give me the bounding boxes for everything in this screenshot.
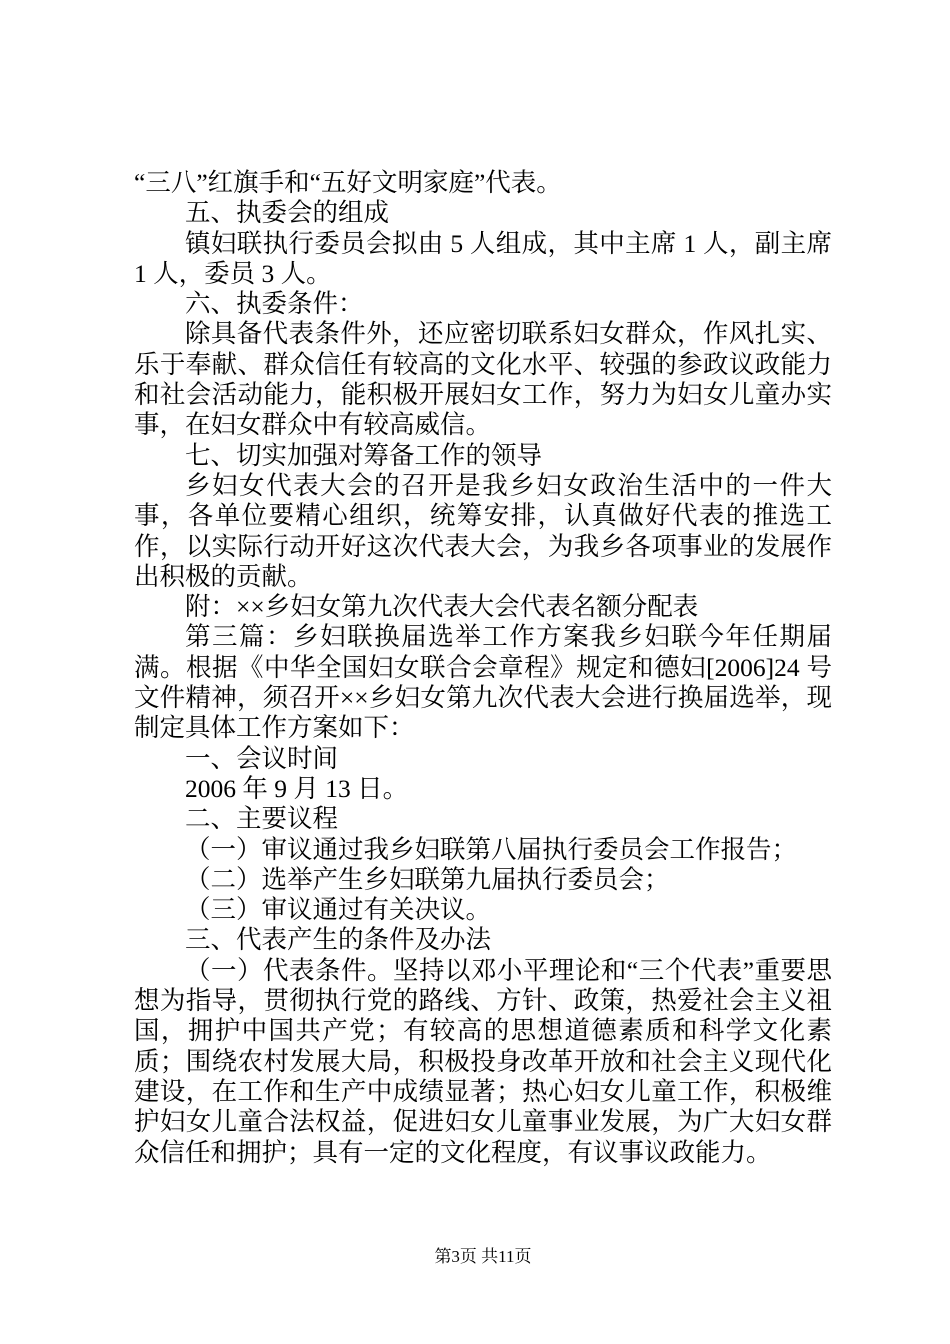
paragraph-date: 2006 年 9 月 13 日。 <box>185 773 409 803</box>
paragraph-agenda-item-2: （二）选举产生乡妇联第九届执行委员会； <box>185 864 670 894</box>
paragraph-section-3-intro: 第三篇：乡妇联换届选举工作方案我乡妇联今年任期届满。根据《中华全国妇女联合会章程》规定和德妇[2006]24 号文件精神，须召开××乡妇女第九次代表大会进行换届选举，现制定具体工作方案如下： <box>134 622 832 743</box>
paragraph-body: 乡妇女代表大会的召开是我乡妇女政治生活中的一件大事，各单位要精心组织，统筹安排，认真做好代表的推选工作，以实际行动开好这次代表大会，为我乡各项事业的发展作出积极的贡献。 <box>134 470 832 591</box>
paragraph-agenda-item-1: （一）审议通过我乡妇联第八届执行委员会工作报告； <box>185 834 798 864</box>
paragraph-body: 除具备代表条件外，还应密切联系妇女群众，作风扎实、乐于奉献、群众信任有较高的文化水平、较强的参政议政能力和社会活动能力，能积极开展妇女工作，努力为妇女儿童办实事，在妇女群众中有较高威信。 <box>134 319 832 440</box>
paragraph-heading-3: 三、代表产生的条件及办法 <box>185 925 492 955</box>
paragraph-heading-7: 七、切实加强对筹备工作的领导 <box>185 440 543 470</box>
paragraph-attachment-note: 附：××乡妇女第九次代表大会代表名额分配表 <box>185 592 699 622</box>
paragraph-heading-1: 一、会议时间 <box>185 743 339 773</box>
paragraph-heading-5: 五、执委会的组成 <box>185 198 390 228</box>
paragraph-heading-6: 六、执委条件： <box>185 289 364 319</box>
paragraph-continuation: “三八”红旗手和“五好文明家庭”代表。 <box>134 168 562 197</box>
page-footer <box>134 1246 832 1268</box>
paragraph-body: （一）代表条件。坚持以邓小平理论和“三个代表”重要思想为指导，贯彻执行党的路线、方针、政策，热爱社会主义祖国，拥护中国共产党；有较高的思想道德素质和科学文化素质；围绕农村发展大局，积极投身改革开放和社会主义现代化建设，在工作和生产中成绩显著；热心妇女儿童工作，积极维护妇女儿童合法权益，促进妇女儿童事业发展，为广大妇女群众信任和拥护；具有一定的文化程度，有议事议政能力。 <box>134 955 832 1167</box>
paragraph-body: 镇妇联执行委员会拟由 5 人组成，其中主席 1 人，副主席 1 人，委员 3 人。 <box>134 228 832 288</box>
page-number-text: 第3页 共11页 <box>434 1247 532 1266</box>
paragraph-agenda-item-3: （三）审议通过有关决议。 <box>185 895 492 925</box>
document-body <box>134 168 832 1168</box>
paragraph-heading-2: 二、主要议程 <box>185 804 339 834</box>
